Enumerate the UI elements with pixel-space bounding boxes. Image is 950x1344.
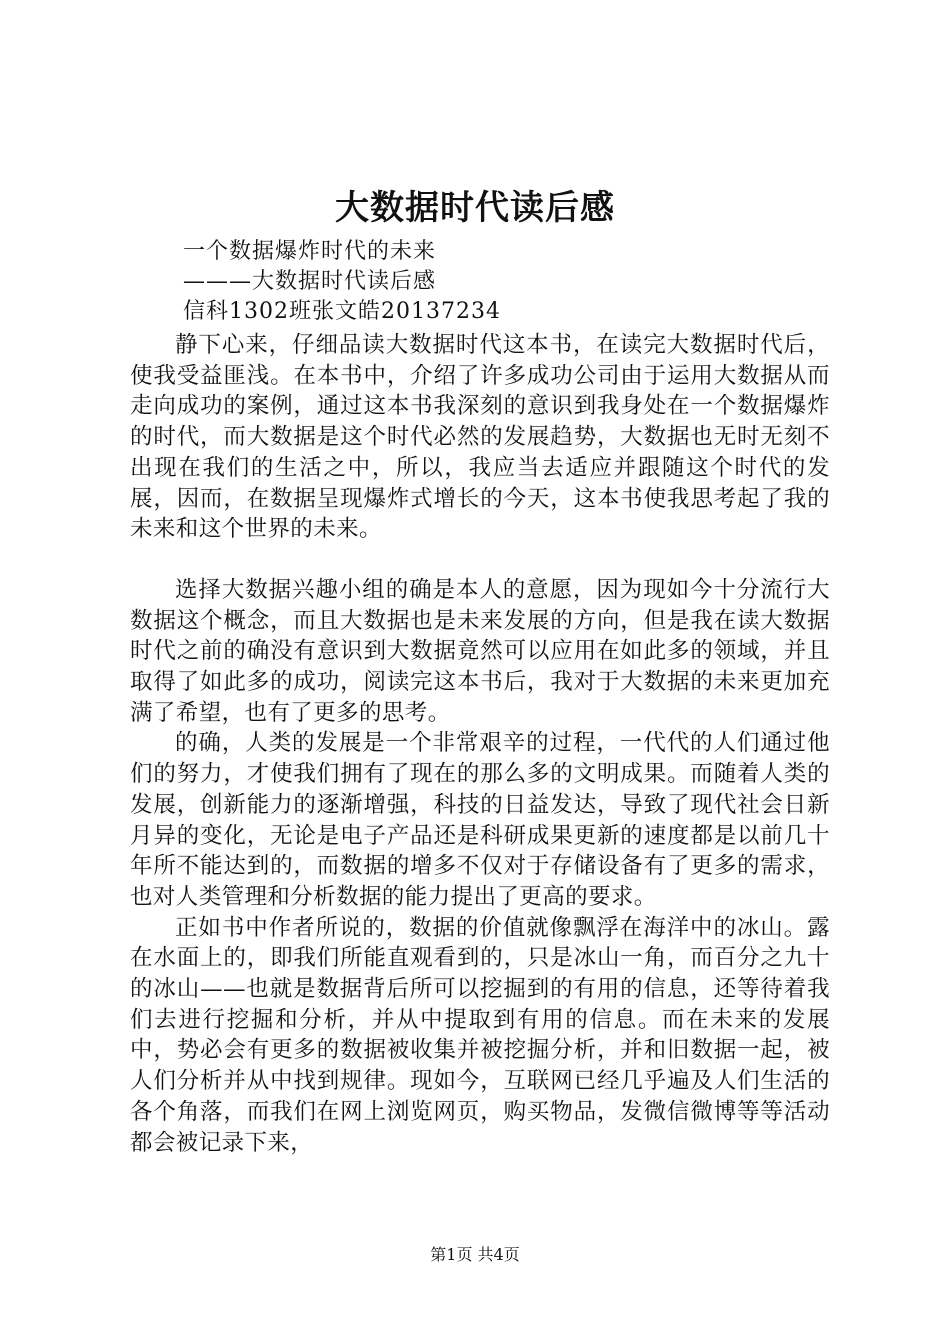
paragraph-1: 静下心来，仔细品读大数据时代这本书，在读完大数据时代后，使我受益匪浅。在本书中，介绍了许多成功公司由于运用大数据从而走向成功的案例，通过这本书我深刻的意识到我身处在一个数据爆炸的时代，而大数据是这个时代必然的发展趋势，大数据也无时无刻不出现在我们的生活之中，所以，我应当去适应并跟随这个时代的发展，因而，在数据呈现爆炸式增长的今天，这本书使我思考起了我的未来和这个世界的未来。 <box>130 332 830 543</box>
author-line: 信科1302班张文皓20137234 <box>183 299 501 324</box>
subtitle-dash-line: ———大数据时代读后感 <box>183 269 437 294</box>
paragraph-2: 选择大数据兴趣小组的确是本人的意愿，因为现如今十分流行大数据这个概念，而且大数据也是未来发展的方向，但是我在读大数据时代之前的确没有意识到大数据竟然可以应用在如此多的领域，并且取得了如此多的成功，阅读完这本书后，我对于大数据的未来更加充满了希望，也有了更多的思考。 <box>130 576 830 726</box>
paragraph-4: 正如书中作者所说的，数据的价值就像飘浮在海洋中的冰山。露在水面上的，即我们所能直观看到的，只是冰山一角，而百分之九十的冰山——也就是数据背后所可以挖掘到的有用的信息，还等待着我们去进行挖掘和分析，并从中提取到有用的信息。而在未来的发展中，势必会有更多的数据被收集并被挖掘分析，并和旧数据一起，被人们分析并从中找到规律。现如今，互联网已经几乎遍及人们生活的各个角落，而我们在网上浏览网页，购买物品，发微信微博等等活动都会被记录下来， <box>130 914 830 1156</box>
document-title: 大数据时代读后感 <box>335 188 615 228</box>
page-footer: 第1页 共4页 <box>430 1245 520 1264</box>
paragraph-3: 的确，人类的发展是一个非常艰辛的过程，一代代的人们通过他们的努力，才使我们拥有了现在的那么多的文明成果。而随着人类的发展，创新能力的逐渐增强，科技的日益发达，导致了现代社会日新月异的变化，无论是电子产品还是科研成果更新的速度都是以前几十年所不能达到的，而数据的增多不仅对于存储设备有了更多的需求，也对人类管理和分析数据的能力提出了更高的要求。 <box>130 730 830 910</box>
subtitle: 一个数据爆炸时代的未来 <box>183 239 437 264</box>
body-text <box>130 330 830 1158</box>
